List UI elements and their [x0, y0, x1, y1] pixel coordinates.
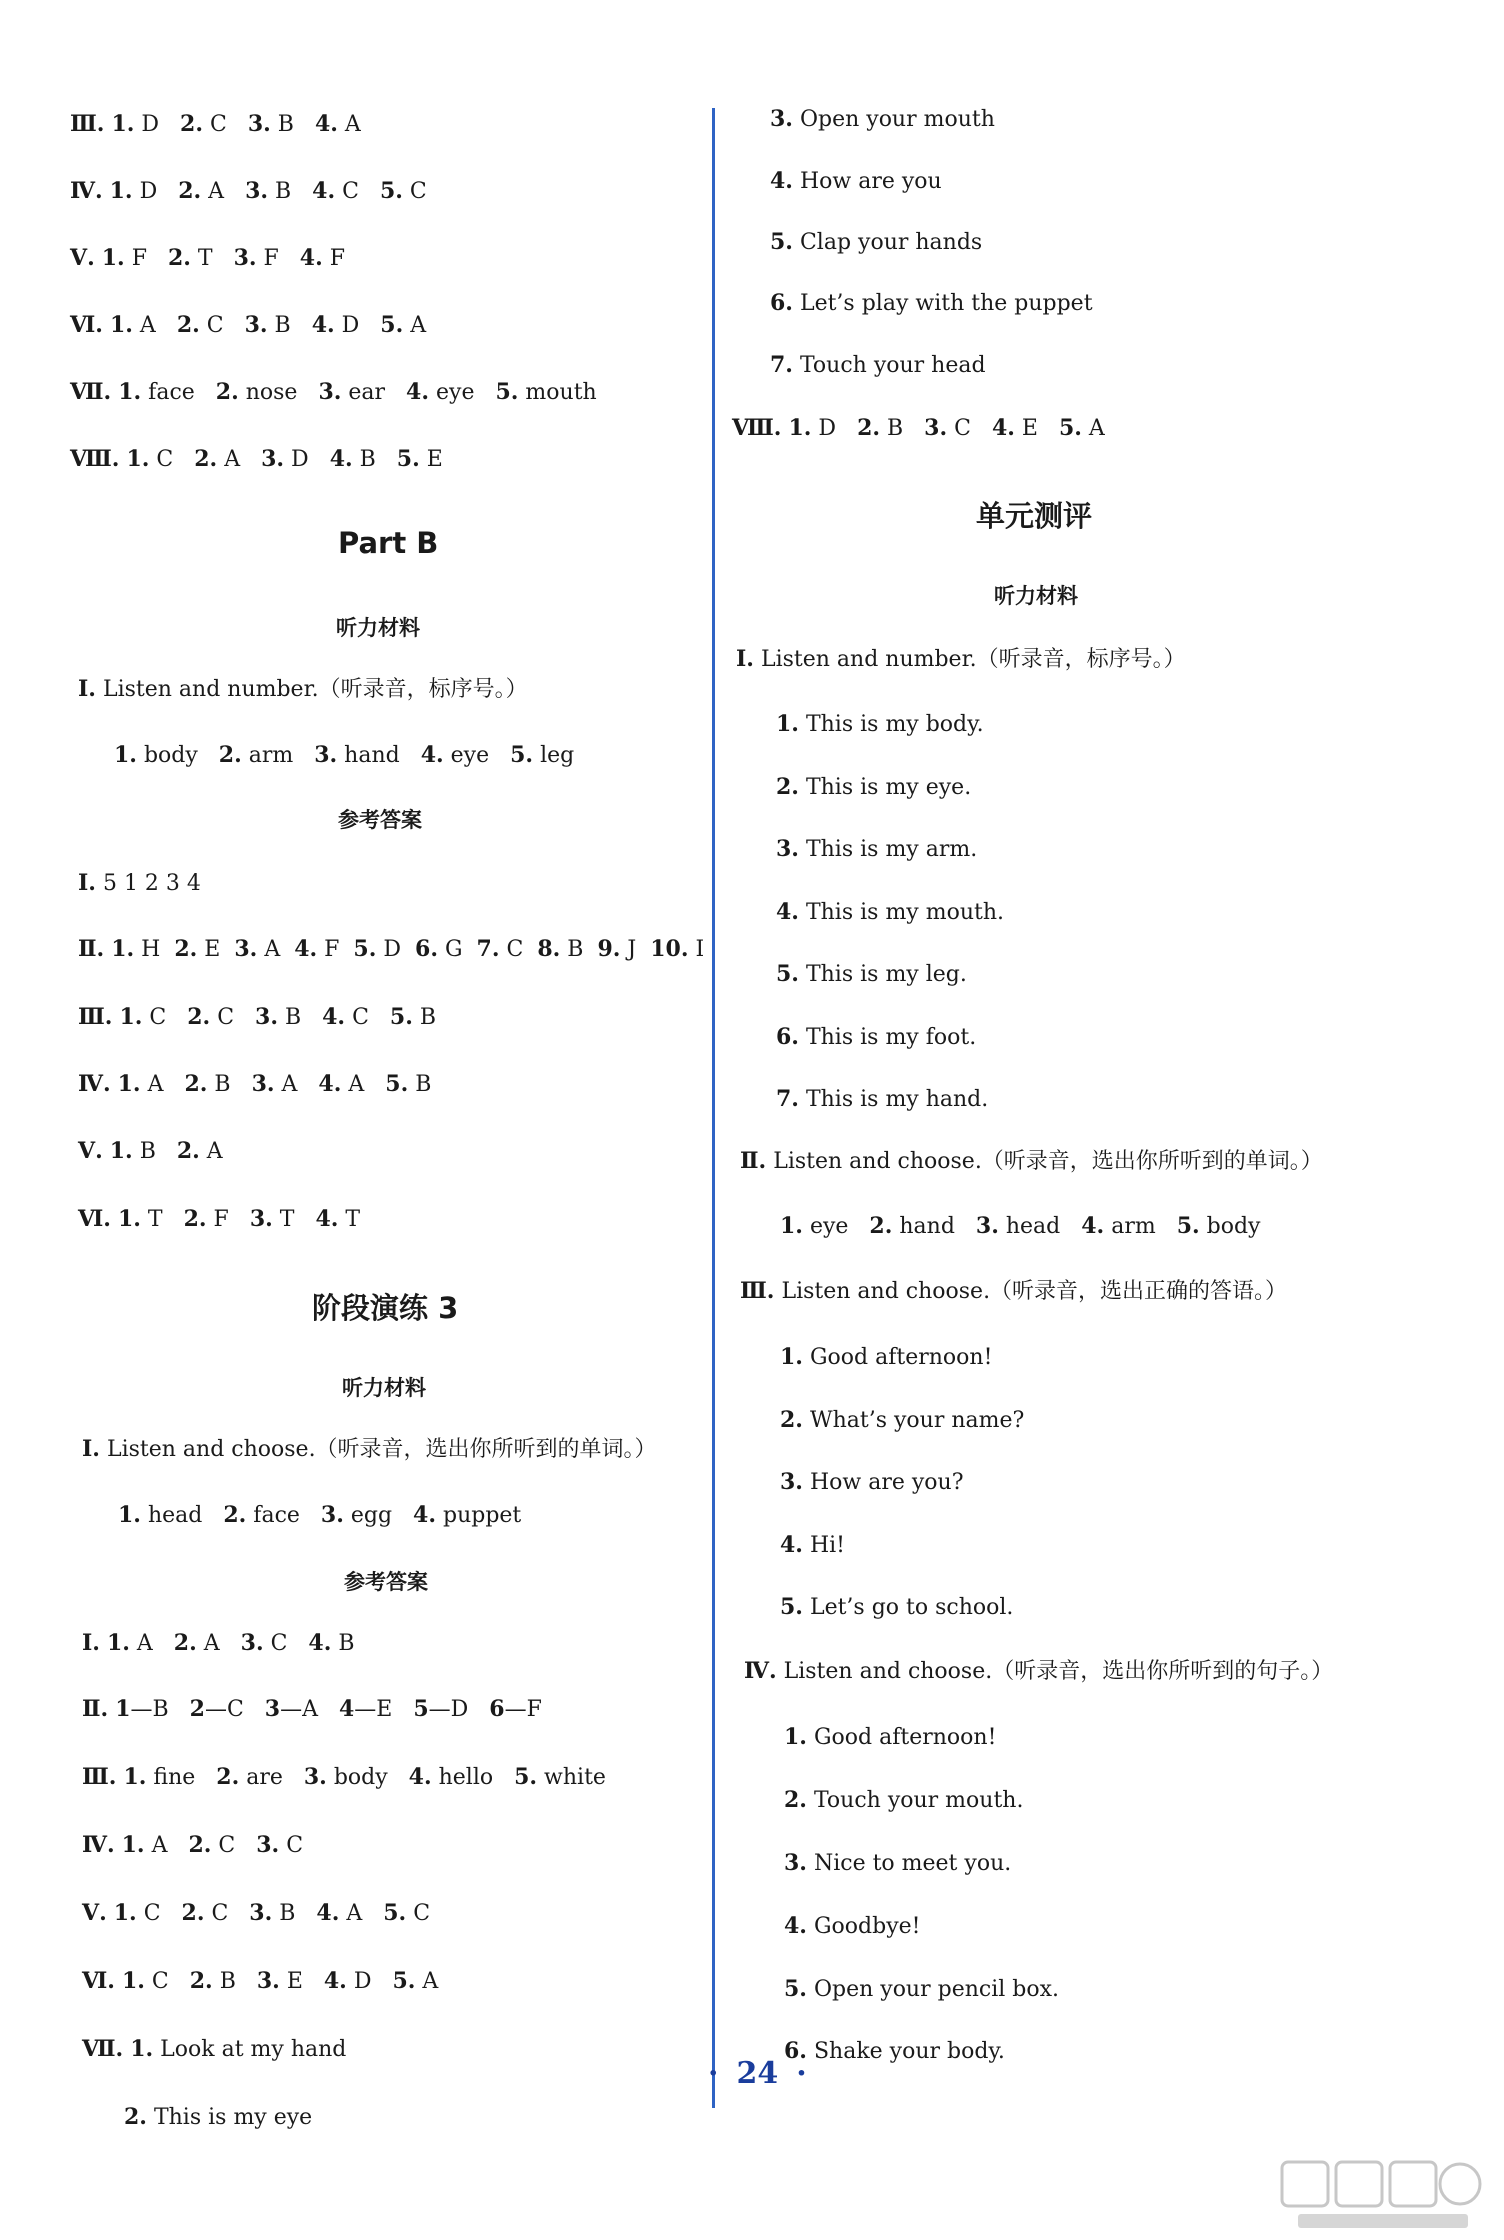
- column-divider: [712, 108, 715, 2108]
- list-item: 3. Open your mouth: [770, 106, 995, 132]
- answer-line: Ⅲ. 1. D 2. C 3. B 4. A: [70, 111, 361, 137]
- answer-line: Ⅴ. 1. F 2. T 3. F 4. F: [70, 245, 346, 271]
- listening-label: 听力材料: [994, 584, 1078, 608]
- answer-line: Ⅲ. 1. fine 2. are 3. body 4. hello 5. white: [82, 1764, 606, 1790]
- answer-line: Ⅵ. 1. C 2. B 3. E 4. D 5. A: [82, 1968, 439, 1994]
- list-item: 1. This is my body.: [776, 711, 984, 737]
- answer-line: Ⅳ. 1. A 2. C 3. C: [82, 1832, 304, 1858]
- section-title-part-b: Part B: [338, 526, 439, 560]
- list-item: 2. This is my eye.: [776, 774, 972, 800]
- question-heading: Ⅰ. Listen and number.（听录音，标序号。）: [736, 646, 1186, 672]
- list-item: 4. Goodbye!: [784, 1913, 921, 1939]
- list-item: 3. How are you?: [780, 1469, 964, 1495]
- question-heading: Ⅳ. Listen and choose.（听录音，选出你所听到的句子。）: [744, 1658, 1334, 1684]
- list-item: 4. How are you: [770, 168, 942, 194]
- list-item: 1. Good afternoon!: [784, 1724, 997, 1750]
- list-item: 3. This is my arm.: [776, 836, 978, 862]
- answer-line: Ⅰ. 1. A 2. A 3. C 4. B: [82, 1630, 355, 1656]
- list-item: 6. This is my foot.: [776, 1024, 977, 1050]
- list-item: 4. This is my mouth.: [776, 899, 1005, 925]
- listening-items: 1. body 2. arm 3. hand 4. eye 5. leg: [114, 742, 575, 768]
- list-item: 1. Good afternoon!: [780, 1344, 993, 1370]
- section-title-stage-3: 阶段演练 3: [312, 1291, 459, 1325]
- list-item: 5. Open your pencil box.: [784, 1976, 1060, 2002]
- list-item: 2. Touch your mouth.: [784, 1787, 1024, 1813]
- question-heading: Ⅰ. Listen and number.（听录音，标序号。）: [78, 676, 528, 702]
- question-heading: Ⅰ. Listen and choose.（听录音，选出你所听到的单词。）: [82, 1436, 657, 1462]
- watermark-logo: [1278, 2156, 1488, 2234]
- answer-line: Ⅵ. 1. T 2. F 3. T 4. T: [78, 1206, 361, 1232]
- answer-line: Ⅷ. 1. D 2. B 3. C 4. E 5. A: [732, 415, 1105, 441]
- list-item: 3. Nice to meet you.: [784, 1850, 1012, 1876]
- listening-label: 听力材料: [342, 1376, 426, 1400]
- answer-line: Ⅴ. 1. C 2. C 3. B 4. A 5. C: [82, 1900, 431, 1926]
- answer-line: 2. This is my eye: [124, 2104, 313, 2130]
- listening-items: 1. eye 2. hand 3. head 4. arm 5. body: [780, 1213, 1261, 1239]
- answer-line: Ⅶ. 1. face 2. nose 3. ear 4. eye 5. mouth: [70, 379, 597, 405]
- listening-label: 听力材料: [336, 616, 420, 640]
- list-item: 6. Shake your body.: [784, 2038, 1005, 2064]
- answer-line: Ⅵ. 1. A 2. C 3. B 4. D 5. A: [70, 312, 427, 338]
- answer-line: Ⅴ. 1. B 2. A: [78, 1138, 223, 1164]
- list-item: 5. Let’s go to school.: [780, 1594, 1014, 1620]
- list-item: 6. Let’s play with the puppet: [770, 290, 1093, 316]
- answers-label: 参考答案: [338, 808, 422, 832]
- section-title-unit-test: 单元测评: [976, 499, 1093, 533]
- answers-label: 参考答案: [344, 1570, 428, 1594]
- list-item: 7. Touch your head: [770, 352, 986, 378]
- answer-line: Ⅱ. 1—B 2—C 3—A 4—E 5—D 6—F: [82, 1696, 542, 1722]
- question-heading: Ⅱ. Listen and choose.（听录音，选出你所听到的单词。）: [740, 1148, 1323, 1174]
- list-item: 5. Clap your hands: [770, 229, 983, 255]
- listening-items: 1. head 2. face 3. egg 4. puppet: [118, 1502, 522, 1528]
- list-item: 2. What’s your name?: [780, 1407, 1025, 1433]
- question-heading: Ⅲ. Listen and choose.（听录音，选出正确的答语。）: [740, 1278, 1288, 1304]
- answer-line: Ⅱ. 1. H 2. E 3. A 4. F 5. D 6. G 7. C 8. B 9. J 10. I: [78, 936, 705, 962]
- answer-line: Ⅶ. 1. Look at my hand: [82, 2036, 347, 2062]
- answer-line: Ⅲ. 1. C 2. C 3. B 4. C 5. B: [78, 1004, 437, 1030]
- page-number: · 24 ·: [708, 2056, 807, 2091]
- answer-line: Ⅳ. 1. A 2. B 3. A 4. A 5. B: [78, 1071, 432, 1097]
- list-item: 4. Hi!: [780, 1532, 846, 1558]
- answer-line: Ⅳ. 1. D 2. A 3. B 4. C 5. C: [70, 178, 427, 204]
- list-item: 7. This is my hand.: [776, 1086, 989, 1112]
- list-item: 5. This is my leg.: [776, 961, 967, 987]
- answer-line: Ⅷ. 1. C 2. A 3. D 4. B 5. E: [70, 446, 443, 472]
- answer-line: Ⅰ. 5 1 2 3 4: [78, 870, 201, 896]
